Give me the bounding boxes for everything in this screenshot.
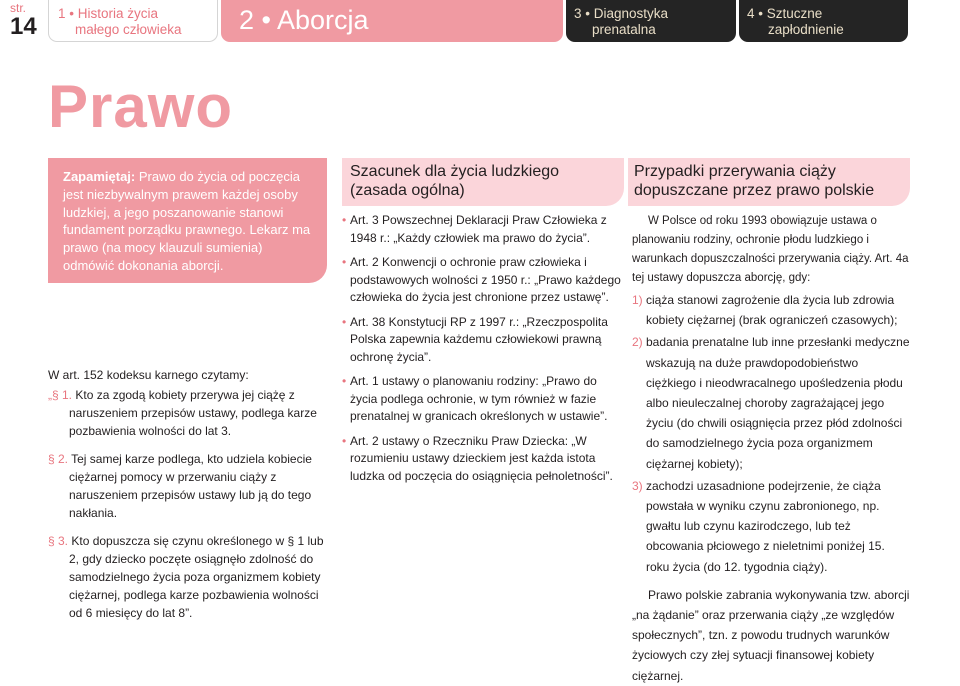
list-item-text: Art. 2 Konwencji o ochronie praw człowieka i podstawowych wolności z 1950 r.: „Prawo każdego człowieka do życia jest chronione przez ustawę”. bbox=[350, 255, 621, 304]
article-text: Tej samej karze podlega, kto udziela kobiecie ciężarnej pomocy w przerwaniu ciąży z naruszeniem przepisów ustawy lub ją do tego nakłania. bbox=[68, 452, 312, 520]
item-number: 2) bbox=[632, 335, 643, 350]
bullet-icon: • bbox=[342, 314, 347, 329]
page-label: str. bbox=[10, 1, 27, 15]
tab-sztuczne-zaplodnienie[interactable] bbox=[739, 0, 908, 42]
heading-line1: Przypadki przerywania ciąży bbox=[634, 163, 836, 180]
list-item bbox=[632, 290, 910, 330]
cases-closing: Prawo polskie zabrania wykonywania tzw. aborcji „na żądanie” oraz przerwania ciąży „ze względów społecznych”, tzn. z powodu trudnych warunków życiowych czy złej sytuacji finansowej kobiety ciężarnej. bbox=[632, 587, 910, 683]
penal-code-intro: W art. 152 kodeksu karnego czytamy: bbox=[48, 368, 249, 382]
list-item bbox=[632, 332, 910, 473]
tab-label-line2: prenatalna bbox=[592, 22, 656, 37]
penal-code-section bbox=[48, 366, 328, 632]
respect-list bbox=[342, 212, 622, 492]
list-item bbox=[632, 476, 910, 577]
page-number-block bbox=[10, 2, 46, 39]
tab-label-line1: 4 • Sztuczne bbox=[747, 6, 823, 21]
penal-code-article bbox=[48, 450, 328, 522]
bullet-icon: • bbox=[342, 374, 347, 388]
cases-intro: W Polsce od roku 1993 obowiązuje ustawa o planowaniu rodziny, ochronie płodu ludzkiego i warunkach dopuszczalności przerywania ciąży. Art. 4a tej ustawy dopuszcza aborcję, gdy: bbox=[632, 215, 909, 284]
tab-label-line1: 3 • Diagnostyka bbox=[574, 6, 669, 21]
list-item-text: ciąża stanowi zagrożenie dla życia lub zdrowia kobiety ciężarnej (brak ograniczeń czasowych); bbox=[646, 293, 898, 328]
list-item-text: Art. 2 ustawy o Rzeczniku Praw Dziecka: „W rozumieniu ustawy dzieckiem jest każda istota ludzka od poczęcia do osiągnięcia pełnoletności”. bbox=[350, 433, 613, 483]
article-marker: § 2. bbox=[48, 452, 69, 466]
tab-diagnostyka-prenatalna[interactable] bbox=[566, 0, 736, 42]
article-text: Kto dopuszcza się czynu określonego w § 1 lub 2, gdy dziecko poczęte osiągnęło zdolność do samodzielnego życia poza organizmem kobiety ciężarnej, podlega karze pozbawienia wolności od 6 miesięcy do lat 8”. bbox=[68, 534, 324, 620]
bullet-icon: • bbox=[342, 433, 347, 448]
article-text: Kto za zgodą kobiety przerywa jej ciążę z naruszeniem przepisów ustawy, podlega karze pozbawienia wolności do lat 3. bbox=[69, 388, 317, 438]
list-item bbox=[342, 254, 622, 307]
remember-text: Prawo do życia od poczęcia jest niezbywalnym prawem każdej osoby ludzkiej, a jego poszanowanie stanowi fundament porządku prawnego. Lekarz ma prawo (na mocy klauzuli sumienia) odmówić dokonania aborcji. bbox=[63, 169, 311, 273]
list-item-text: Art. 38 Konstytucji RP z 1997 r.: „Rzeczpospolita Polska zapewnia każdemu człowiekowi prawną ochronę życia”. bbox=[350, 314, 608, 364]
bullet-icon: • bbox=[342, 213, 347, 227]
remember-lead: Zapamiętaj: bbox=[63, 169, 136, 184]
item-number: 3) bbox=[632, 478, 643, 493]
heading-line1: Szacunek dla życia ludzkiego bbox=[350, 163, 560, 180]
list-item bbox=[342, 373, 622, 426]
heading-line2: dopuszczane przez prawo polskie bbox=[634, 182, 875, 199]
bullet-icon: • bbox=[342, 255, 347, 269]
remember-box bbox=[48, 158, 327, 283]
page-number: 14 bbox=[10, 13, 37, 40]
tab-label-line2: zapłodnienie bbox=[768, 22, 844, 37]
respect-heading bbox=[342, 158, 624, 206]
tab-aborcja[interactable] bbox=[221, 0, 563, 42]
article-marker: „§ 1. bbox=[48, 388, 73, 402]
list-item-text: Art. 3 Powszechnej Deklaracji Praw Człowieka z 1948 r.: „Każdy człowiek ma prawo do życia”. bbox=[350, 213, 607, 245]
cases-section bbox=[632, 212, 910, 686]
list-item bbox=[342, 314, 622, 367]
tab-historia-zycia[interactable] bbox=[48, 0, 218, 42]
tab-label-line1: 2 • Aborcja bbox=[239, 5, 369, 35]
penal-code-article bbox=[48, 386, 328, 440]
list-item-text: badania prenatalne lub inne przesłanki medyczne wskazują na duże prawdopodobieństwo ciężkiego i nieodwracalnego upośledzenia płodu albo nieuleczalnej choroby zagrażającej jego życiu (do chwili osiągnięcia przez płód zdolności do samodzielnego życia poza organizmem ciężarnej kobiety); bbox=[646, 335, 910, 471]
heading-line2: (zasada ogólna) bbox=[350, 182, 465, 199]
tab-label-line1: 1 • Historia życia bbox=[58, 6, 159, 21]
penal-code-article bbox=[48, 532, 328, 622]
list-item bbox=[342, 212, 622, 247]
cases-heading bbox=[628, 158, 910, 206]
item-number: 1) bbox=[632, 293, 643, 307]
list-item-text: zachodzi uzasadnione podejrzenie, że ciąża powstała w wyniku czynu zabronionego, np. gwałtu lub czynu kazirodczego, lub też obcowania płciowego z nieletnimi poniżej 15. roku życia (do 12. tygodnia ciąży). bbox=[646, 478, 885, 574]
list-item bbox=[342, 433, 622, 486]
list-item-text: Art. 1 ustawy o planowaniu rodziny: „Prawo do życia podlega ochronie, w tym również w fazie prenatalnej w granicach określonych w ustawie”. bbox=[350, 374, 608, 423]
page-title: Prawo bbox=[48, 73, 234, 140]
tab-label-line2: małego człowieka bbox=[75, 22, 182, 37]
article-marker: § 3. bbox=[48, 534, 69, 548]
